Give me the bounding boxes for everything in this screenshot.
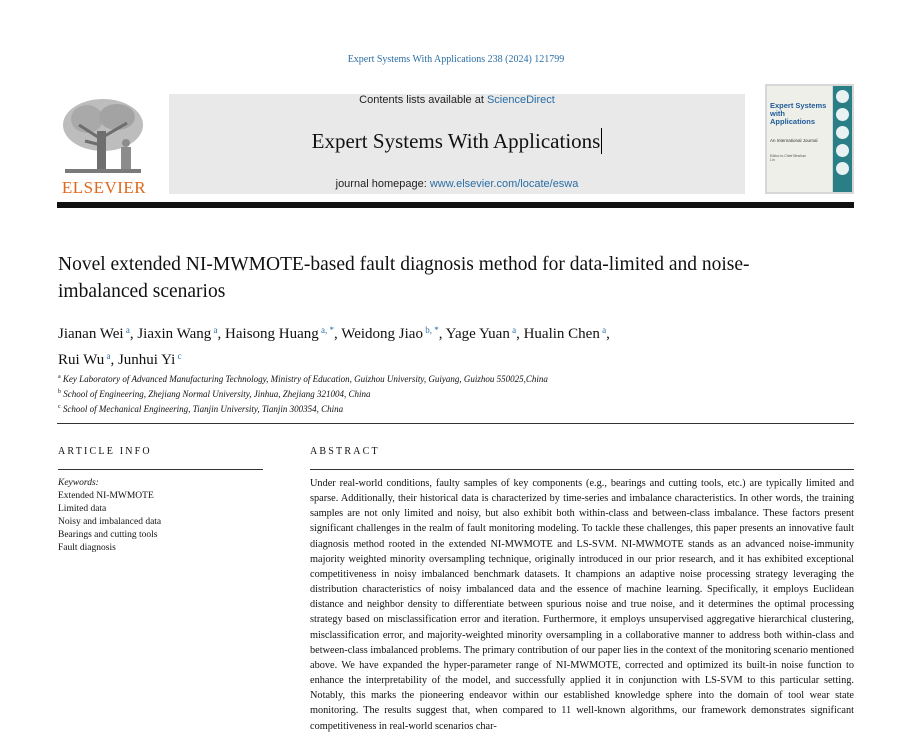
author-affiliation-mark[interactable]: a: [213, 325, 218, 335]
author-name[interactable]: Weidong Jiao: [341, 326, 423, 342]
author-name[interactable]: Jiaxin Wang: [137, 326, 212, 342]
homepage-prefix: journal homepage:: [335, 178, 430, 190]
abstract-heading: ABSTRACT: [310, 446, 380, 457]
affiliation-item: $^b$ School of Engineering, Zhejiang Normal University, Jinhua, Zhejiang 321004, China: [58, 389, 371, 399]
cover-icon-strip: [833, 86, 852, 192]
cover-subtitle: An International Journal: [770, 138, 818, 143]
author-affiliation-mark[interactable]: a: [106, 351, 111, 361]
abstract-rule: [310, 469, 854, 470]
journal-banner: [169, 94, 745, 194]
author-name[interactable]: Yage Yuan: [445, 326, 510, 342]
cover-icon: [836, 144, 849, 157]
author-affiliation-mark[interactable]: a, *: [321, 325, 335, 335]
keyword-item: Limited data: [58, 504, 107, 514]
homepage-link[interactable]: www.elsevier.com/locate/eswa: [429, 178, 579, 190]
cover-icon: [836, 126, 849, 139]
author-affiliation-mark[interactable]: a: [512, 325, 517, 335]
article-info-heading: ARTICLE INFO: [58, 446, 152, 457]
author-name[interactable]: Jianan Wei: [58, 326, 124, 342]
cover-icon: [836, 162, 849, 175]
section-divider: [57, 423, 854, 424]
affiliation-item: $^c$ School of Mechanical Engineering, Tianjin University, Tianjin 300354, China: [58, 404, 344, 414]
keyword-item: Fault diagnosis: [58, 543, 116, 553]
author-affiliation-mark[interactable]: c: [177, 351, 182, 361]
author-name[interactable]: Rui Wu: [58, 352, 105, 368]
author-affiliation-mark[interactable]: a: [125, 325, 130, 335]
cover-panel: [767, 86, 832, 192]
header-rule: [57, 202, 854, 208]
author-affiliation-mark[interactable]: a: [602, 325, 607, 335]
keyword-item: Extended NI-MWMOTE: [58, 491, 154, 501]
contents-prefix: Contents lists available at: [359, 94, 487, 106]
author-affiliation-mark[interactable]: b, *: [425, 325, 439, 335]
cover-icon: [836, 90, 849, 103]
cover-icon: [836, 108, 849, 121]
keywords-block: [58, 477, 263, 555]
author-list: Jianan Wei $^a$, Jiaxin Wang $^a$, Haisong Huang $^{a, *}$, Weidong Jiao $^{b, *}$, Yage Yuan $^a$, Hualin Chen $^a$, Rui Wu $^a$, Junhui Yi $^c$: [58, 325, 610, 368]
article-title: Novel extended NI-MWMOTE-based fault diagnosis method for data-limited and noise-imbalanced scenarios: [58, 254, 750, 302]
author-name[interactable]: Haisong Huang: [225, 326, 319, 342]
journal-cover-image[interactable]: [765, 84, 854, 194]
author-name[interactable]: Hualin Chen: [523, 326, 600, 342]
sciencedirect-link[interactable]: ScienceDirect: [486, 94, 555, 106]
affiliation-list: [58, 371, 758, 416]
affiliation-item: $^a$ Key Laboratory of Advanced Manufacturing Technology, Ministry of Education, Guizhou University, Guiyang, Guizhou 550025,China: [58, 374, 548, 384]
journal-title: Expert Systems With Applications: [311, 129, 601, 153]
contents-line: [169, 94, 745, 106]
journal-citation[interactable]: Expert Systems With Applications 238 (2024) 121799: [347, 54, 565, 65]
cover-editor: Editor-in-Chief Binshan Lin: [770, 154, 806, 162]
text-caret: [601, 128, 602, 154]
keyword-item: Noisy and imbalanced data: [58, 517, 162, 527]
keywords-label: Keywords:: [58, 478, 99, 488]
article-info-rule: [58, 469, 263, 470]
keyword-item: Bearings and cutting tools: [58, 530, 158, 540]
author-name[interactable]: Junhui Yi: [117, 352, 176, 368]
publisher-wordmark: ELSEVIER: [61, 178, 147, 197]
abstract-body: Under real-world conditions, faulty samples of key components (e.g., bearings and cutting tools, etc.) are typically limited and sparse. Additionally, their historical data is characterized by time-series and imbalance characteristics. In other words, the training samples are not only limited and noisy, but also exhibit both within-class and between-class imbalance. These factors present significant challenges in the realm of fault monitoring modeling. To tackle these challenges, this paper presents an innovative fault diagnosis method rooted in the extended NI-MWMOTE and LS-SVM. NI-MWMOTE stands as an advanced noise-immunity majority weighted minority oversampling technique, originally introduced in our prior research, and it has exhibited exceptional competitiveness in noisy imbalanced benchmark datasets. It champions an adaptive noise processing strategy leveraging the distribution characteristics of noisy imbalanced data and the essence of machine learning. Specifically, it employs Euclidean distance and neighbor density to differentiate between spurious noise and true noise, and it determines the optimal processing strategy based on misclassification error and iteration. Furthermore, it employs unsupervised aggregative hierarchical clustering, misclassification error, and majority-weighted minority oversampling in a collaborative manner to address both within-class and between-class imbalanced problems. The primary contribution of our paper lies in the context of the monitoring scenario mentioned above. We have expanded the hyper-parameter range of NI-MWMOTE, corrected and optimized its built-in noise function to enhance the interpretability of the model, and successfully applied it in conjunction with LS-SVM to this particular setting. Notably, this marks the pioneering endeavor within our established knowledge sphere into the domain of tool wear state monitoring. The results suggest that, when compared to 11 well-known algorithms, our framework demonstrates significant competitiveness in real-world scenarios char-: [310, 478, 854, 732]
cover-title: Expert Systems with Applications: [770, 101, 827, 126]
homepage-line: [169, 178, 745, 190]
